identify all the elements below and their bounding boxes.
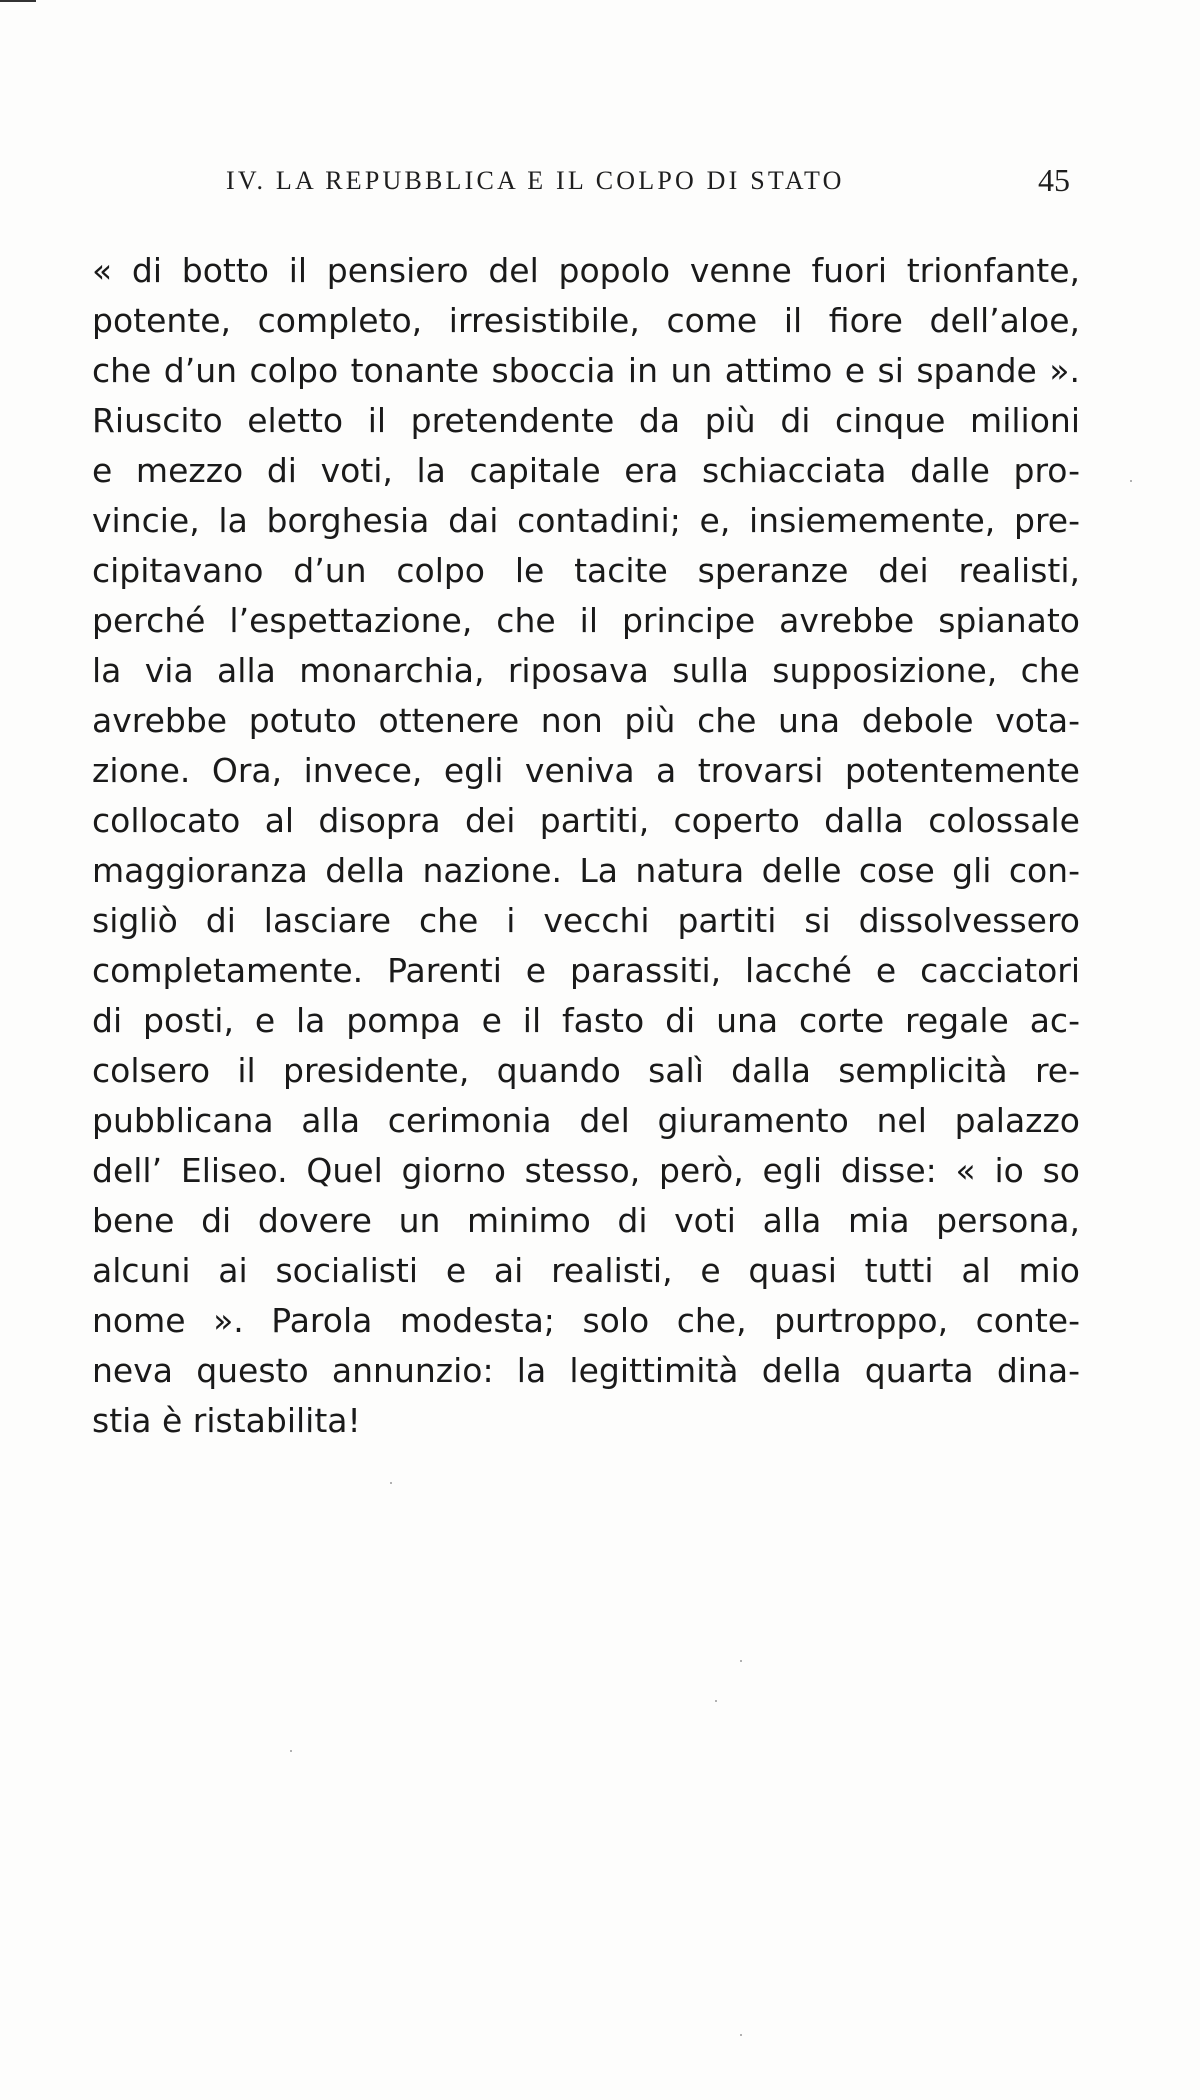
scan-speck [1130,480,1132,482]
text-line: potente, completo, irresistibile, come il fiore dell’aloe, [92,301,1080,340]
running-header [226,162,1070,206]
text-line: neva questo annunzio: la legittimità della quarta dina- [92,1351,1080,1390]
scan-speck [715,1700,717,1702]
text-line: cipitavano d’un colpo le tacite speranze dei realisti, [92,551,1080,590]
text-line: « di botto il pensiero del popolo venne fuori trionfante, [92,251,1080,290]
text-line: sigliò di lasciare che i vecchi partiti si dissolvessero [92,901,1080,940]
text-line: di posti, e la pompa e il fasto di una corte regale ac- [92,1001,1080,1040]
text-line: e mezzo di voti, la capitale era schiacciata dalle pro- [92,451,1080,490]
text-line: maggioranza della nazione. La natura delle cose gli con- [92,851,1080,890]
text-line: Riuscito eletto il pretendente da più di cinque milioni [92,401,1080,440]
text-line: vincie, la borghesia dai contadini; e, insiememente, pre- [92,501,1080,540]
text-line: bene di dovere un minimo di voti alla mia persona, [92,1201,1080,1240]
text-line: completamente. Parenti e parassiti, lacché e cacciatori [92,951,1080,990]
text-line: la via alla monarchia, riposava sulla supposizione, che [92,651,1080,690]
text-line: che d’un colpo tonante sboccia in un attimo e si spande ». [92,351,1080,390]
text-line: avrebbe potuto ottenere non più che una debole vota- [92,701,1080,740]
text-line: stia è ristabilita! [92,1401,361,1440]
page-number: 45 [1038,162,1070,198]
text-line: colsero il presidente, quando salì dalla semplicità re- [92,1051,1080,1090]
scan-speck [740,2034,742,2036]
text-line: dell’ Eliseo. Quel giorno stesso, però, egli disse: « io so [92,1151,1080,1190]
text-line: pubblicana alla cerimonia del giuramento nel palazzo [92,1101,1080,1140]
scan-speck [390,1482,392,1484]
scan-edge-mark [0,0,36,2]
text-line: perché l’espettazione, che il principe avrebbe spianato [92,601,1080,640]
scan-speck [740,1660,742,1662]
text-line: alcuni ai socialisti e ai realisti, e quasi tutti al mio [92,1251,1080,1290]
text-line: collocato al disopra dei partiti, coperto dalla colossale [92,801,1080,840]
body-paragraph [92,246,1080,1446]
text-line: nome ». Parola modesta; solo che, purtroppo, conte- [92,1301,1080,1340]
running-title: IV. LA REPUBBLICA E IL COLPO DI STATO [226,166,845,195]
text-line: zione. Ora, invece, egli veniva a trovarsi potentemente [92,751,1080,790]
scan-speck [290,1750,292,1752]
